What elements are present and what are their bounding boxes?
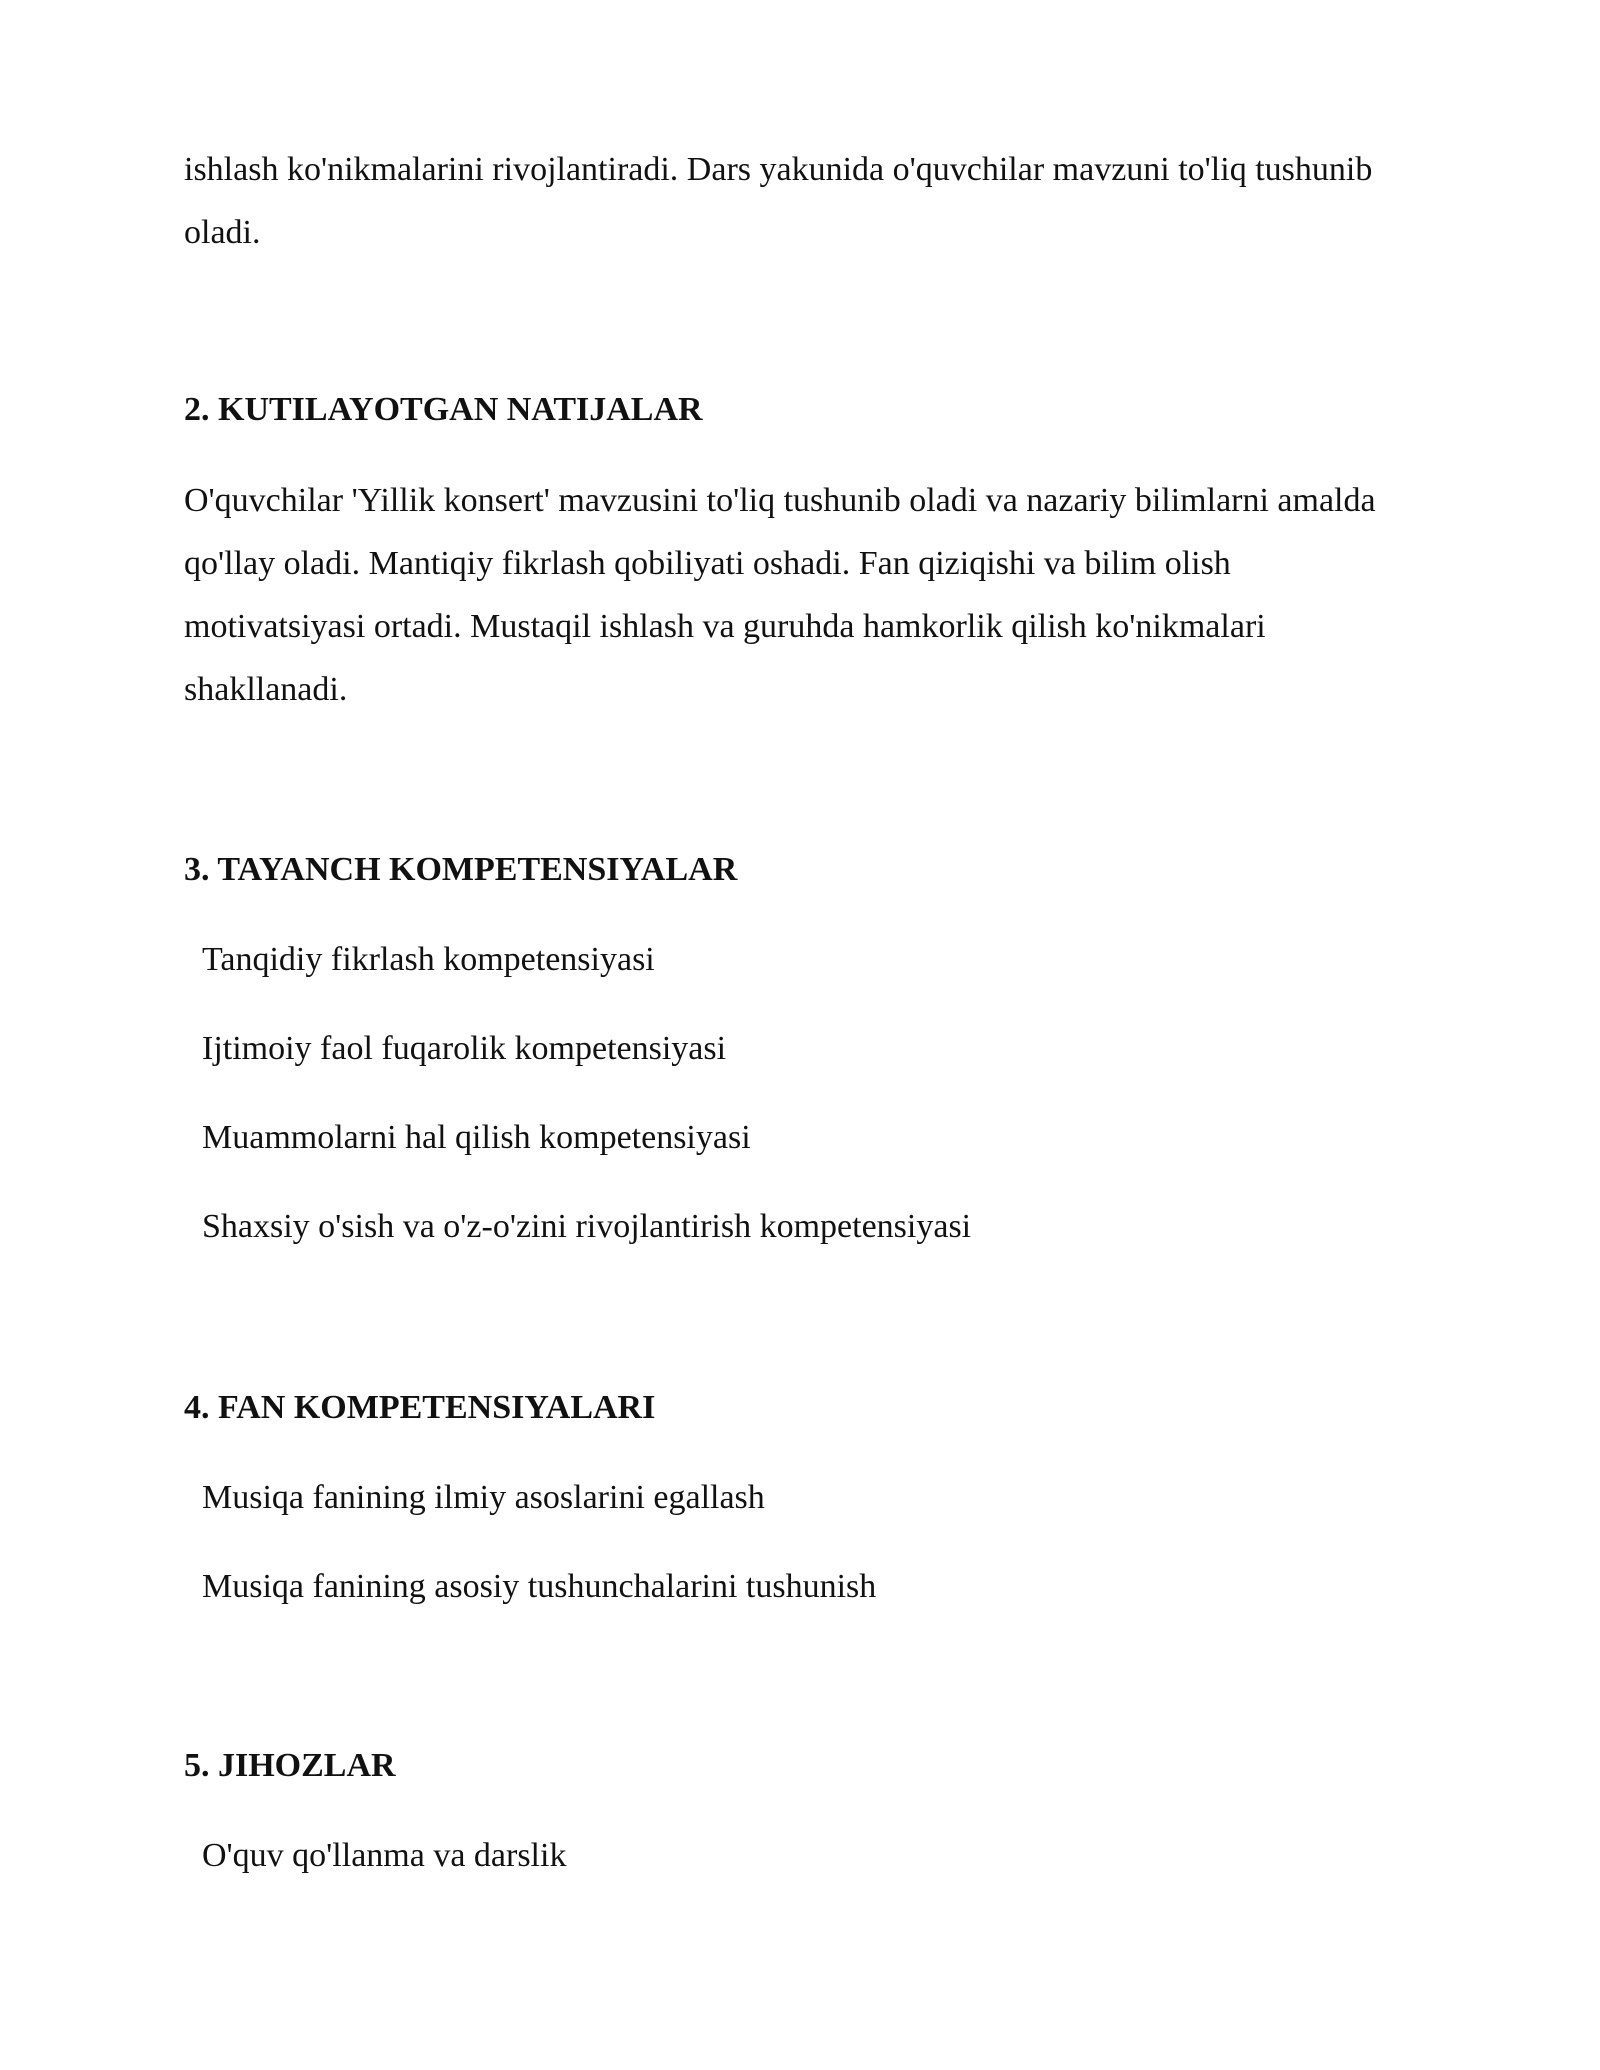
natijalar-paragraph: O'quvchilar 'Yillik konsert' mavzusini to'liq tushunib oladi va nazariy bilimlarni amalda qo'llay oladi. Mantiqiy fikrlash qobiliyati oshadi. Fan qiziqishi va bilim olish motivatsiyasi ortadi. Mustaqil ishlash va guruhda hamkorlik qilish ko'nikmalari shakllanadi. (184, 482, 1376, 708)
section-heading-fan: 4. FAN KOMPETENSIYALARI (184, 1389, 656, 1426)
intro-paragraph: ishlash ko'nikmalarini rivojlantiradi. Dars yakunida o'quvchilar mavzuni to'liq tushunib oladi. (184, 151, 1373, 251)
list-item: Musiqa fanining asosiy tushunchalarini tushunish (202, 1568, 877, 1605)
list-item: Shaxsiy o'sish va o'z-o'zini rivojlantirish kompetensiyasi (202, 1208, 972, 1245)
list-item: Musiqa fanining ilmiy asoslarini egallash (202, 1479, 765, 1516)
section-heading-jihozlar: 5. JIHOZLAR (184, 1747, 396, 1784)
list-item: Tanqidiy fikrlash kompetensiyasi (202, 941, 655, 978)
section-heading-natijalar: 2. KUTILAYOTGAN NATIJALAR (184, 391, 703, 428)
list-item: Muammolarni hal qilish kompetensiyasi (202, 1119, 751, 1156)
list-item: O'quv qo'llanma va darslik (202, 1837, 567, 1874)
list-item: Ijtimoiy faol fuqarolik kompetensiyasi (202, 1030, 727, 1067)
section-heading-tayanch: 3. TAYANCH KOMPETENSIYALAR (184, 851, 738, 888)
